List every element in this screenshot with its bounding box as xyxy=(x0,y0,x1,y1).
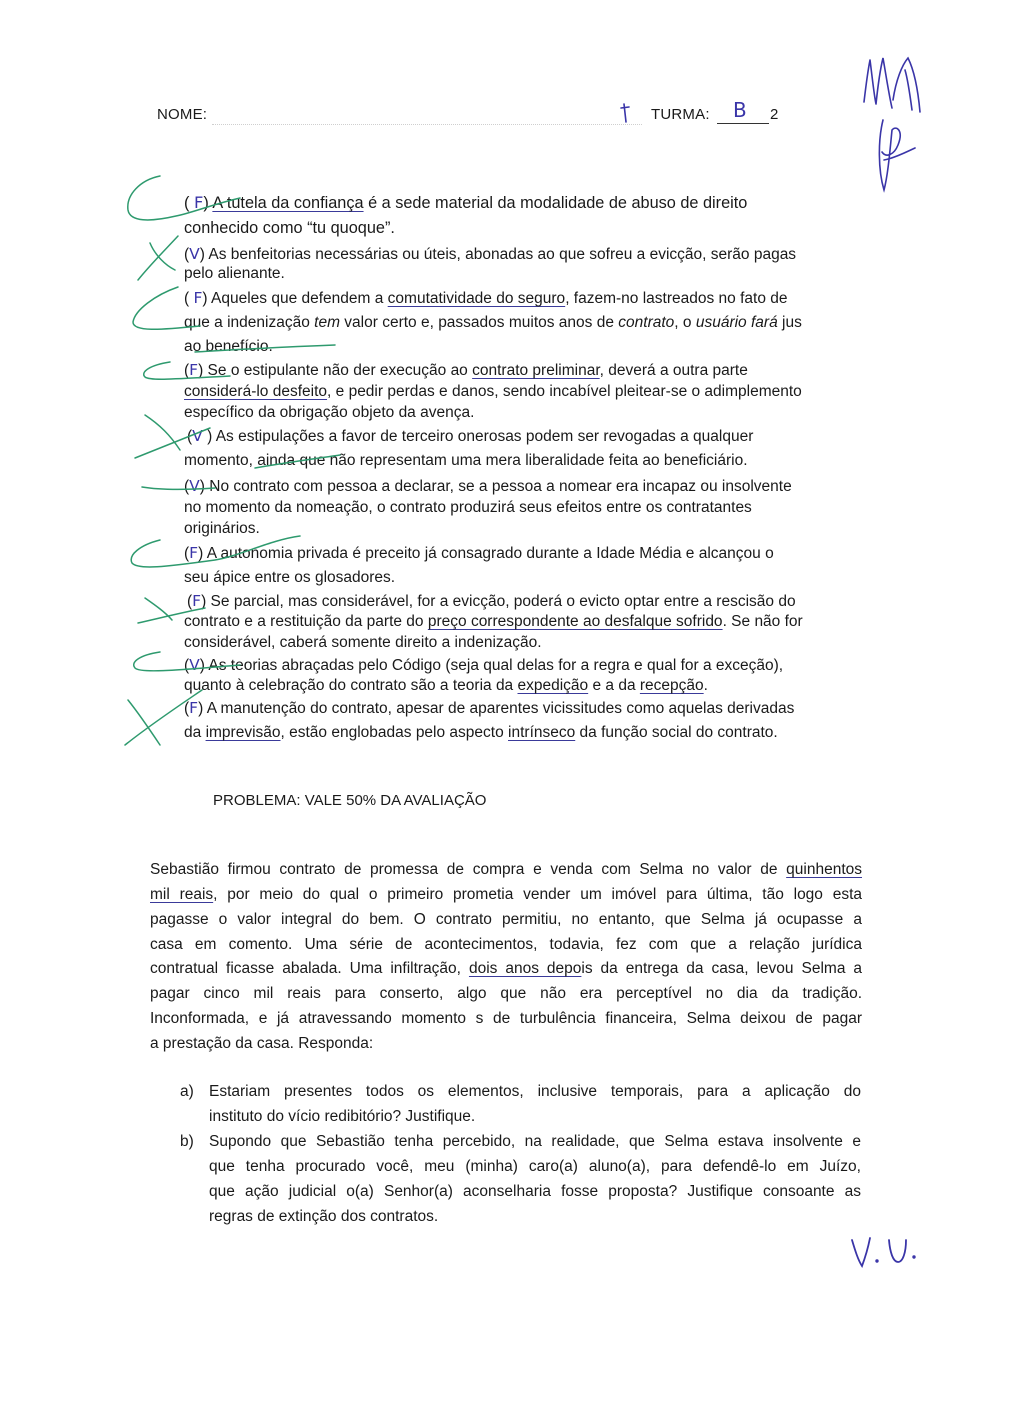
question-4-line-2: considerá-lo desfeito, e pedir perdas e danos, sendo incabível pleitear-se o adimplemento xyxy=(184,383,802,400)
answer-mark: F xyxy=(189,361,199,379)
question-8-line-1: (F) Se parcial, mas considerável, for a evicção, poderá o evicto optar entre a rescisão do xyxy=(187,592,796,610)
question-2-line-2: pelo alienante. xyxy=(184,265,285,282)
signature-initial-icon xyxy=(879,120,915,190)
question-3-line-2: que a indenização tem valor certo e, passados muitos anos de contrato, o usuário fará jus xyxy=(184,314,802,331)
problem-paragraph-line: Inconformada, e já atravessando momento s de turbulência financeira, Selma deixou de pagar xyxy=(150,1010,862,1027)
turma-handwritten: B xyxy=(733,98,747,122)
question-9-line-2: quanto à celebração do contrato são a teoria da expedição e a da recepção. xyxy=(184,677,708,694)
item-a-label: a) xyxy=(180,1083,194,1100)
question-5-line-2: momento, ainda que não representam uma mera liberalidade feita ao beneficiário. xyxy=(184,452,748,469)
question-9-line-1: (V) As teorias abraçadas pelo Código (seja qual delas for a regra e qual for a exceção), xyxy=(184,656,784,674)
signature-initials-drawing xyxy=(621,58,920,190)
question-8-line-2: contrato e a restituição da parte do preço correspondente ao desfalque sofrido. Se não for xyxy=(184,613,803,630)
signature-mm-icon xyxy=(864,58,892,108)
question-7-line-1: (F) A autonomia privada é preceito já consagrado durante a Idade Média e alcançou o xyxy=(184,544,774,562)
turma-number: 2 xyxy=(770,106,779,123)
answer-mark: V xyxy=(189,477,200,495)
problem-paragraph-line: pagar cinco mil reais para conserto, algo que não era perceptível no dia da tradição. xyxy=(150,985,862,1002)
answer-mark: F xyxy=(193,193,204,212)
question-7-line-2: seu ápice entre os glosadores. xyxy=(184,569,396,586)
turma-label: TURMA: xyxy=(651,106,710,123)
question-1-line-2: conhecido como “tu quoque”. xyxy=(184,219,395,237)
item-b-line: que tenha procurado você, meu (minha) caro(a) aluno(a), para defendê-lo em Juízo, xyxy=(209,1158,861,1175)
answer-mark: V xyxy=(189,245,200,263)
problem-paragraph-line: a prestação da casa. Responda: xyxy=(150,1035,374,1052)
problem-title: PROBLEMA: VALE 50% DA AVALIAÇÃO xyxy=(213,792,487,809)
question-3-line-3: ao benefício. xyxy=(184,338,273,355)
item-b-line: que ação judicial o(a) Senhor(a) aconselharia fosse proposta? Justifique consoante as xyxy=(209,1183,861,1200)
question-2-line-1: (V) As benfeitorias necessárias ou úteis, abonadas ao que sofreu a evicção, serão pagas xyxy=(184,245,797,263)
problem-paragraph-line: contratual ficasse abalada. Uma infiltração, dois anos depois da entrega da casa, levou Selma a xyxy=(150,960,863,977)
item-a-line: Estariam presentes todos os elementos, inclusive temporais, para a aplicação do xyxy=(209,1083,861,1100)
question-4-line-3: específico da obrigação objeto da avença. xyxy=(184,404,475,421)
question-6-line-1: (V) No contrato com pessoa a declarar, se a pessoa a nomear era incapaz ou insolvente xyxy=(184,477,792,495)
answer-mark: F xyxy=(192,592,202,610)
turma-field-line xyxy=(717,123,769,124)
question-4-line-1: (F) Se o estipulante não der execução ao contrato preliminar, deverá a outra parte xyxy=(184,361,748,379)
closing-initials-drawing xyxy=(852,1238,915,1266)
item-b-line: Supondo que Sebastião tenha percebido, na realidade, que Selma estava insolvente e xyxy=(209,1133,861,1150)
question-6-line-3: originários. xyxy=(184,520,260,537)
name-label: NOME: xyxy=(157,106,208,123)
item-b-line: regras de extinção dos contratos. xyxy=(209,1208,439,1225)
question-3-line-1: ( F) Aqueles que defendem a comutatividade do seguro, fazem-no lastreados no fato de xyxy=(184,289,788,307)
item-a-line: instituto do vício redibitório? Justifique. xyxy=(209,1108,476,1125)
answer-mark: F xyxy=(193,289,203,307)
question-10-line-2: da imprevisão, estão englobadas pelo aspecto intrínseco da função social do contrato. xyxy=(184,724,778,741)
problem-paragraph-line: mil reais, por meio do qual o primeiro prometia vender um imóvel para última, tão logo esta xyxy=(150,886,862,903)
wrong-mark-icon xyxy=(138,236,178,280)
answer-mark: F xyxy=(189,699,199,717)
question-10-line-1: (F) A manutenção do contrato, apesar de aparentes vicissitudes como aquelas derivadas xyxy=(184,699,795,717)
problem-paragraph-line: casa em comento. Uma série de acontecimentos, todavia, fez com que a relação jurídica xyxy=(150,936,862,953)
problem-paragraph-line: pagasse o valor integral do bem. O contrato permitiu, no entanto, que Selma já ocupasse a xyxy=(150,911,862,928)
closing-v-icon xyxy=(852,1238,870,1266)
question-8-line-3: considerável, caberá somente direito a indenização. xyxy=(184,634,542,651)
closing-u-icon xyxy=(889,1240,906,1262)
name-field-line xyxy=(212,124,642,125)
answer-mark: V xyxy=(192,427,203,445)
answer-mark: F xyxy=(189,544,199,562)
question-5-line-1: (V ) As estipulações a favor de terceiro onerosas podem ser revogadas a qualquer xyxy=(187,427,754,445)
question-6-line-2: no momento da nomeação, o contrato produzirá seus efeitos entre os contratantes xyxy=(184,499,752,516)
item-b-label: b) xyxy=(180,1133,194,1150)
question-1-line-1: ( F) A tutela da confiança é a sede material da modalidade de abuso de direito xyxy=(184,193,748,212)
problem-paragraph-line: Sebastião firmou contrato de promessa de compra e venda com Selma no valor de quinhentos xyxy=(150,861,862,878)
answer-mark: V xyxy=(189,656,200,674)
